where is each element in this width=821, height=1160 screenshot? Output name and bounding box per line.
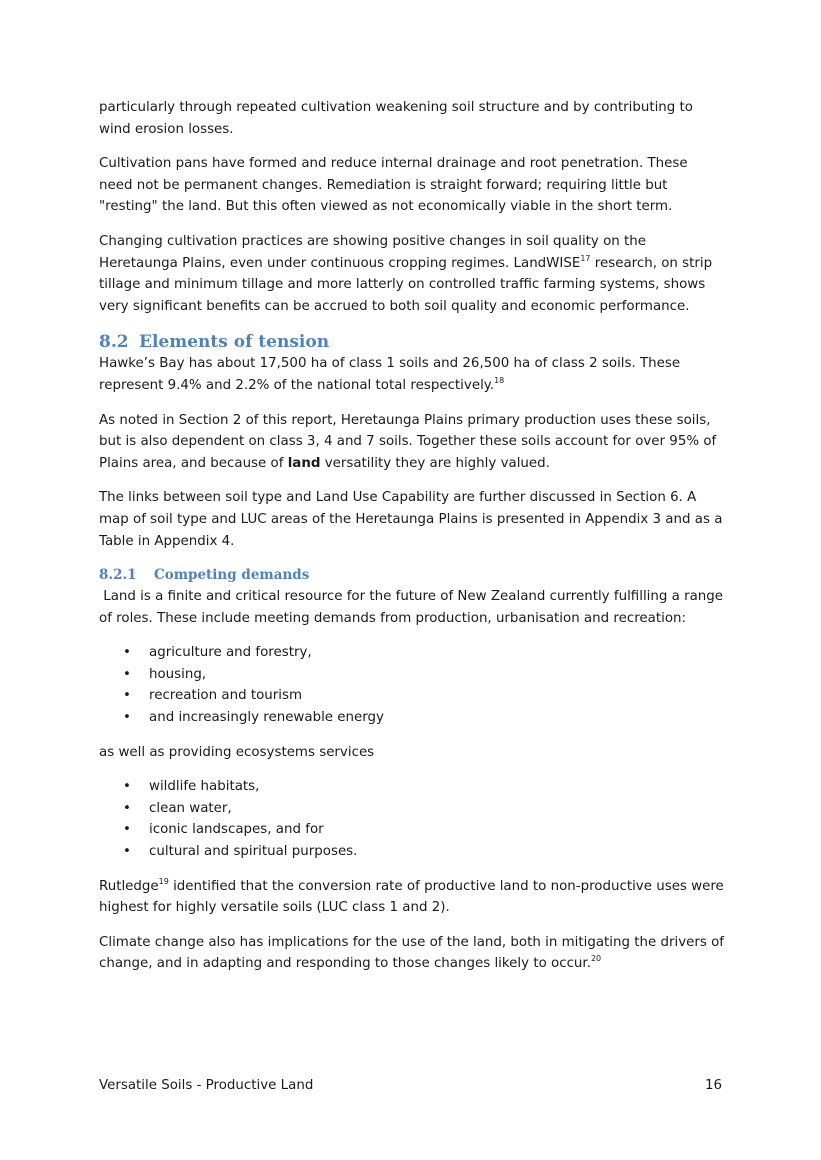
paragraph-links: The links between soil type and Land Use Capability are further discussed in Section 6. A map of soil type and LUC areas of the Heretaunga Plains is presented in Appendix 3 and as a Table in Appendix 4. bbox=[99, 490, 723, 549]
paragraph-finite-resource: Land is a finite and critical resource for the future of New Zealand currently fulfilling a range of roles. These include meeting demands from production, urbanisation and recreation: bbox=[99, 589, 728, 626]
text: research, on strip tillage and minimum tillage and more latterly on controlled traffic farming systems, shows very significant benefits can be accrued to both soil quality and economic performance. bbox=[99, 255, 713, 314]
list-item: • and increasingly renewable energy bbox=[123, 707, 725, 729]
list-item: • cultural and spiritual purposes. bbox=[123, 841, 725, 863]
section-heading-8-2-1 bbox=[99, 565, 725, 586]
footer-title: Versatile Soils - Productive Land bbox=[99, 1078, 314, 1093]
bullet-icon: • bbox=[123, 779, 131, 795]
demands-list bbox=[99, 642, 725, 728]
section-title: Competing demands bbox=[154, 567, 310, 584]
section-number: 8.2.1 bbox=[99, 567, 137, 584]
bullet-icon: • bbox=[123, 844, 131, 860]
paragraph-cultivation-pans: Cultivation pans have formed and reduce internal drainage and root penetration. These need not be permanent changes. Remediation is straight forward; requiring little but "resting" the land. But this often viewed as not economically viable in the short term. bbox=[99, 156, 688, 215]
section-number: 8.2 bbox=[99, 332, 129, 353]
bold-text: land bbox=[287, 455, 321, 471]
text: Changing cultivation practices are showing positive changes in soil quality on the Heretaunga Plains, even under continuous cropping regimes. LandWISE bbox=[99, 233, 647, 271]
footnote-ref[interactable]: 17 bbox=[580, 253, 591, 263]
page-footer bbox=[99, 1076, 722, 1096]
page-number: 16 bbox=[704, 1078, 722, 1093]
bullet-icon: • bbox=[123, 688, 131, 704]
list-item: • clean water, bbox=[123, 798, 725, 820]
text: As noted in Section 2 of this report, Heretaunga Plains primary production uses these soils, but is also dependent on class 3, 4 and 7 soils. Together these soils account for over 95% of Plains area, and because of bbox=[99, 412, 717, 471]
footnote-ref[interactable]: 19 bbox=[158, 876, 169, 886]
section-heading-8-2 bbox=[99, 331, 725, 353]
paragraph-rutledge bbox=[99, 876, 725, 919]
footnote-ref[interactable]: 18 bbox=[494, 375, 505, 385]
list-item: • recreation and tourism bbox=[123, 685, 725, 707]
text: Hawke’s Bay has about 17,500 ha of class 1 soils and 26,500 ha of class 2 soils. These represent 9.4% and 2.2% of the national total respectively. bbox=[99, 356, 681, 393]
paragraph-hawkes-bay bbox=[99, 353, 725, 396]
bullet-icon: • bbox=[123, 666, 131, 682]
page-body bbox=[99, 97, 728, 988]
list-item: • iconic landscapes, and for bbox=[123, 819, 725, 841]
section-title: Elements of tension bbox=[139, 332, 330, 353]
text: Rutledge bbox=[99, 878, 159, 894]
bullet-icon: • bbox=[123, 710, 131, 726]
bullet-icon: • bbox=[123, 645, 131, 661]
footnote-ref[interactable]: 20 bbox=[590, 954, 602, 964]
list-item: • housing, bbox=[123, 664, 725, 686]
bullet-icon: • bbox=[123, 800, 131, 816]
list-item: • wildlife habitats, bbox=[123, 776, 725, 798]
paragraph-changing-practices bbox=[99, 231, 725, 317]
text: identified that the conversion rate of productive land to non-productive uses were highest for highly versatile soils (LUC class 1 and 2). bbox=[99, 878, 724, 916]
paragraph-climate-change bbox=[99, 932, 725, 975]
paragraph-noted-section-2 bbox=[99, 410, 725, 475]
text: Climate change also has implications for the use of the land, both in mitigating the drivers of change, and in adapting and responding to those changes likely to occur. bbox=[99, 934, 725, 972]
list-item: • agriculture and forestry, bbox=[123, 642, 725, 664]
paragraph-ecosystems: as well as providing ecosystems services bbox=[99, 744, 375, 760]
text: versatility they are highly valued. bbox=[320, 455, 550, 471]
bullet-icon: • bbox=[123, 822, 131, 838]
paragraph-intro: particularly through repeated cultivation weakening soil structure and by contributing to wind erosion losses. bbox=[99, 100, 693, 137]
ecosystem-services-list bbox=[99, 776, 725, 862]
